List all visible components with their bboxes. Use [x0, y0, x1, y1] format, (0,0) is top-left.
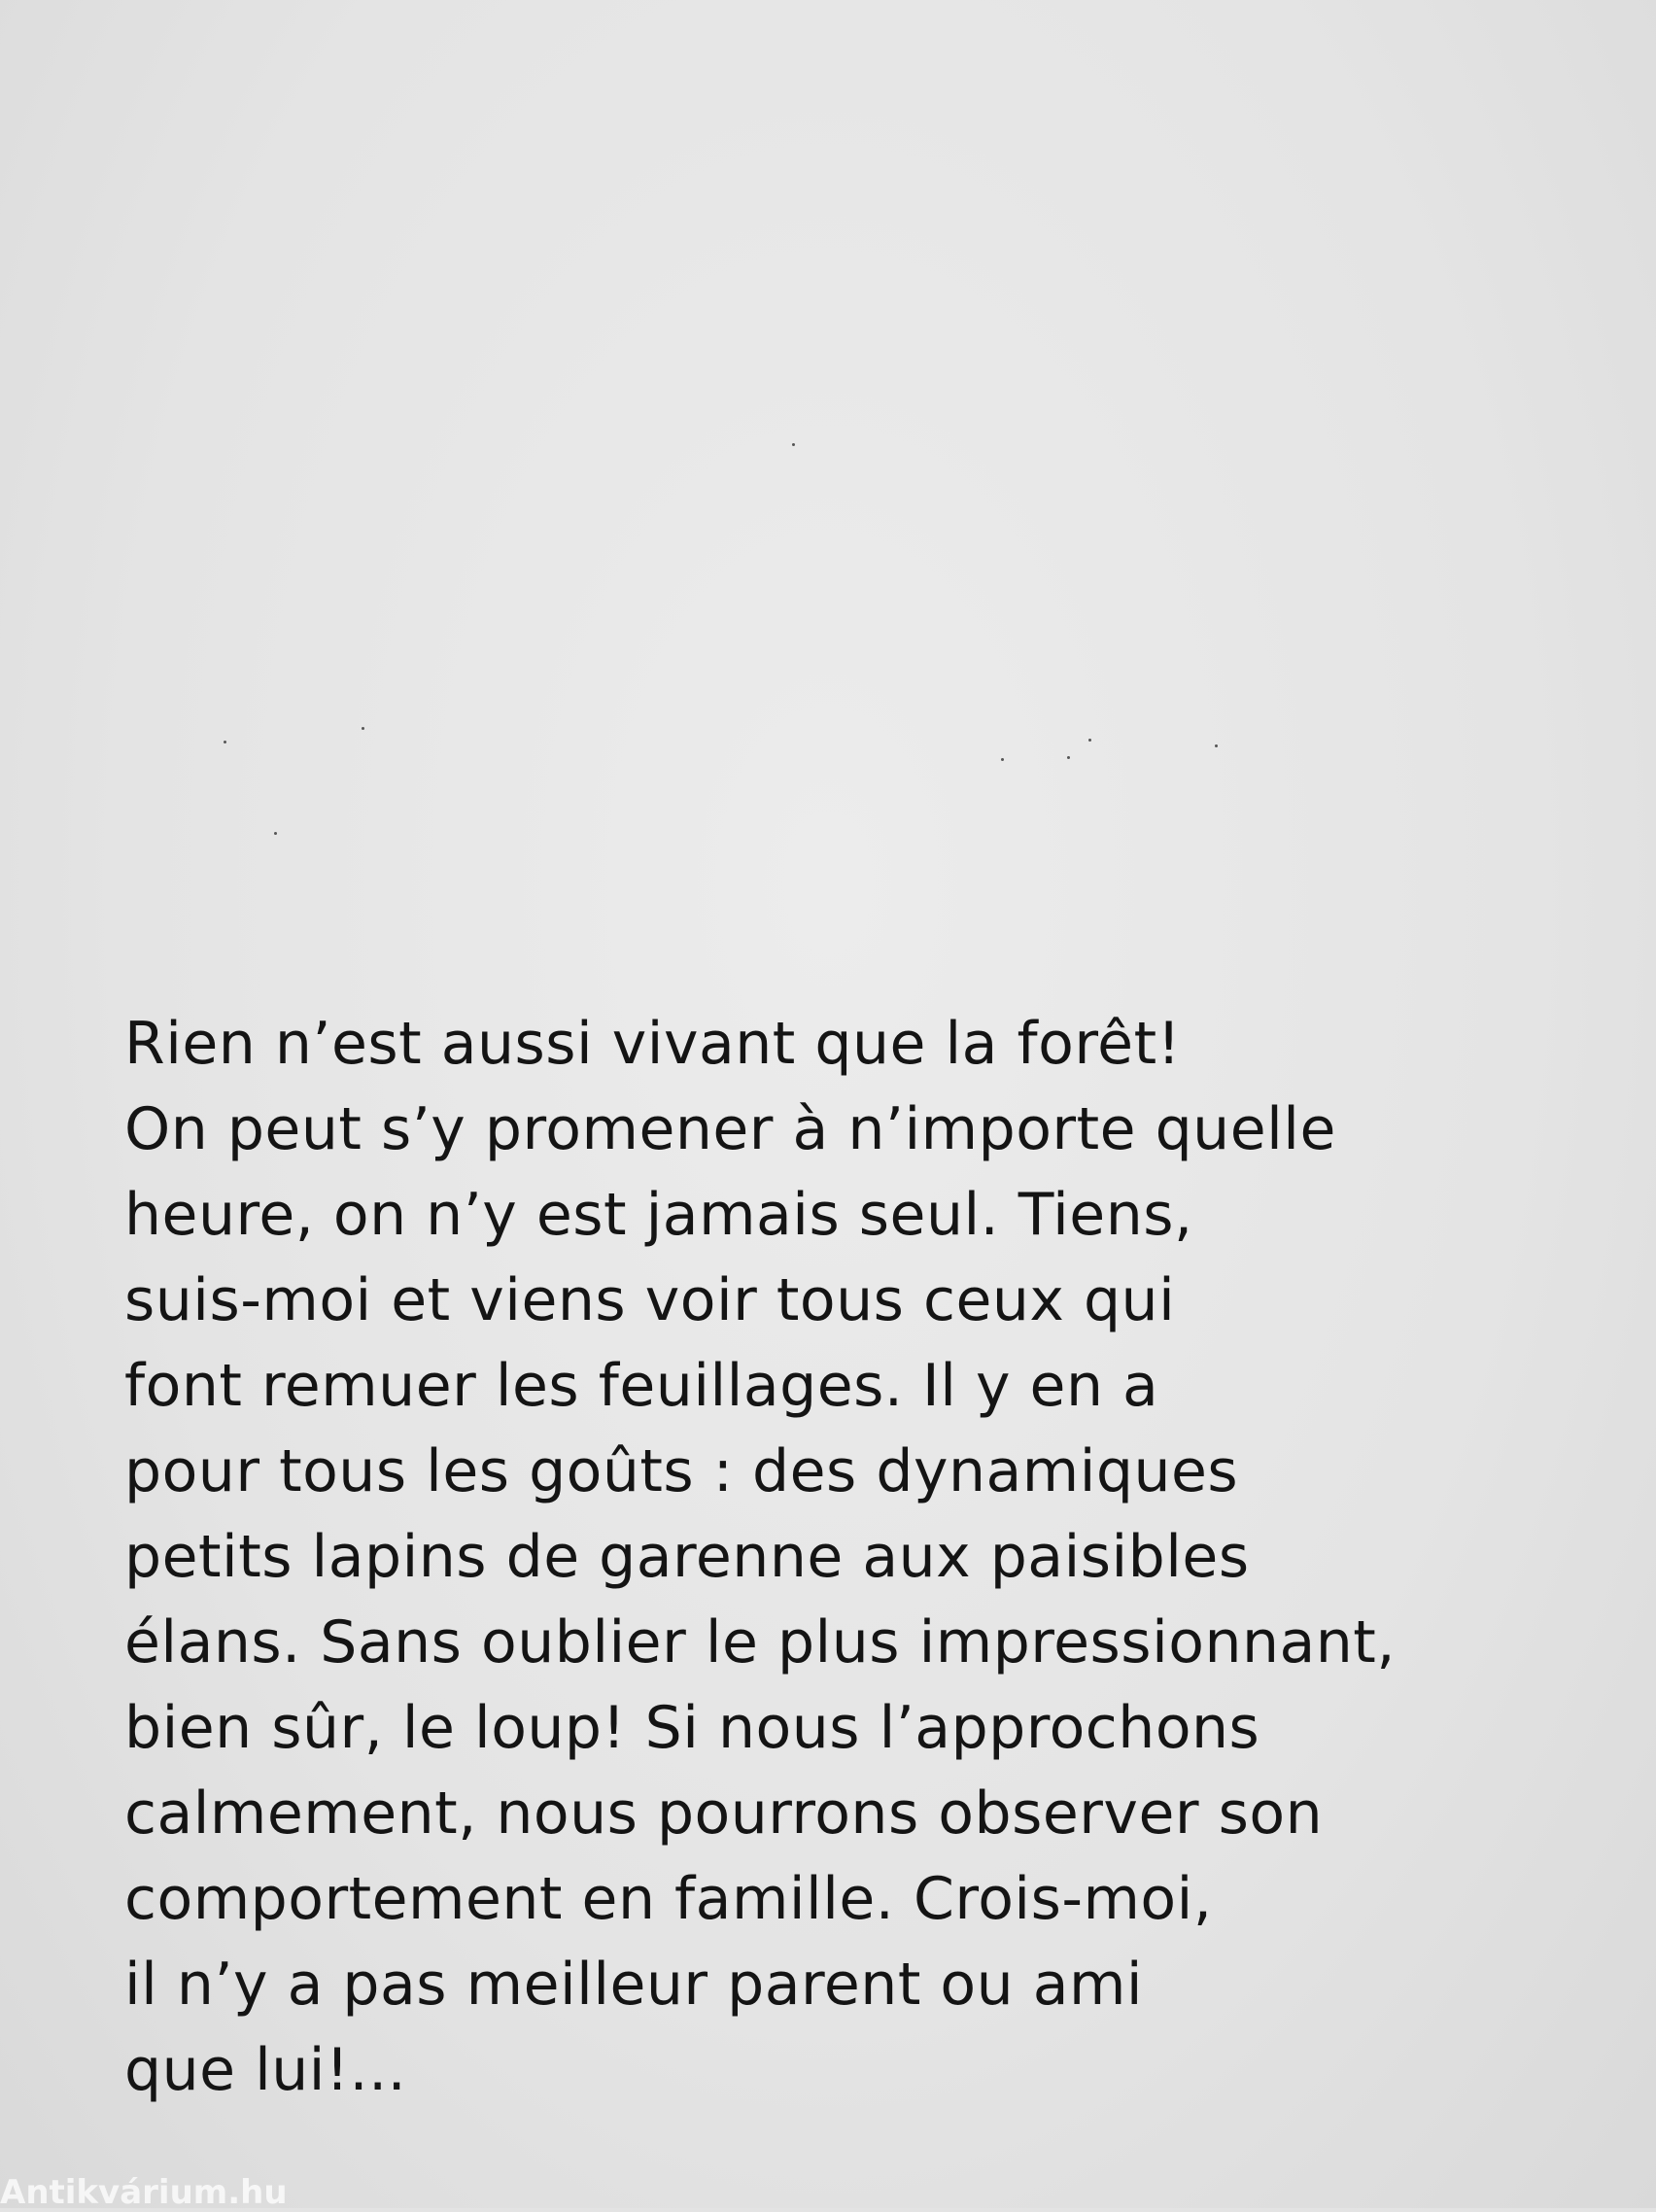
paper-speck: [1088, 739, 1091, 742]
paragraph-line: On peut s’y promener à n’importe quelle: [124, 1095, 1336, 1163]
paper-speck: [1215, 744, 1218, 747]
paper-speck: [362, 727, 364, 730]
paragraph-line: pour tous les goûts : des dynamiques: [124, 1437, 1239, 1505]
paragraph-line: bien sûr, le loup! Si nous l’approchons: [124, 1694, 1260, 1762]
paragraph-line: suis-moi et viens voir tous ceux qui: [124, 1266, 1176, 1334]
paragraph-line: Rien n’est aussi vivant que la forêt!: [124, 1010, 1182, 1078]
paper-speck: [224, 741, 226, 743]
story-paragraph: [124, 1001, 1640, 2113]
paragraph-line: calmement, nous pourrons observer son: [124, 1780, 1324, 1848]
paper-speck: [1067, 756, 1070, 759]
paragraph-line: font remuer les feuillages. Il y en a: [124, 1352, 1159, 1420]
watermark: Antikvárium.hu: [0, 2173, 288, 2212]
paper-speck: [792, 443, 795, 446]
paragraph-line: que lui!...: [124, 2036, 407, 2104]
paragraph-line: petits lapins de garenne aux paisibles: [124, 1523, 1250, 1591]
paragraph-line: élans. Sans oublier le plus impressionnant,: [124, 1608, 1396, 1676]
paragraph-line: comportement en famille. Crois-moi,: [124, 1865, 1213, 1933]
paper-speck: [274, 832, 277, 835]
paragraph-line: heure, on n’y est jamais seul. Tiens,: [124, 1181, 1193, 1249]
paragraph-line: il n’y a pas meilleur parent ou ami: [124, 1951, 1144, 2019]
paper-speck: [1001, 758, 1004, 761]
